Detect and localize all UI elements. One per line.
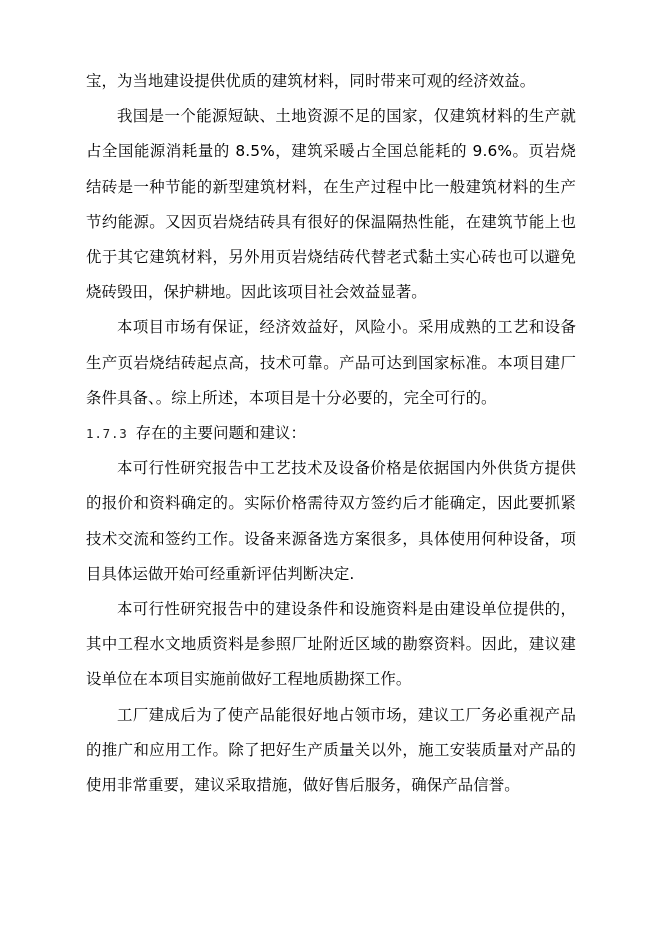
document-body: [86, 64, 576, 803]
paragraph-energy-land: 我国是一个能源短缺、土地资源不足的国家，仅建筑材料的生产就占全国能源消耗量的 8.5%，建筑采暖占全国总能耗的 9.6%。页岩烧结砖是一种节能的新型建筑材料，在生产过程中比一般建筑材料的生产节约能源。又因页岩烧结砖具有很好的保温隔热性能，在建筑节能上也优于其它建筑材料，另外用页岩烧结砖代替老式黏土实心砖也可以避免烧砖毁田，保护耕地。因此该项目社会效益显著。: [86, 107, 576, 302]
section-title: 存在的主要问题和建议：: [135, 424, 307, 443]
paragraph-feasibility-summary: 本项目市场有保证，经济效益好，风险小。采用成熟的工艺和设备生产页岩烧结砖起点高，技术可靠。产品可达到国家标准。本项目建厂条件具备、。综上所述，本项目是十分必要的，完全可行的。: [86, 318, 576, 407]
section-number: 1.7.3: [86, 426, 128, 442]
paragraph-equipment-price: 本可行性研究报告中工艺技术及设备价格是依据国内外供货方提供的报价和资料确定的。实际价格需待双方签约后才能确定，因此要抓紧技术交流和签约工作。设备来源备选方案很多，具体使用何种设备，项目具体运做开始可经重新评估判断决定.: [86, 459, 576, 583]
paragraph-construction-data: 本可行性研究报告中的建设条件和设施资料是由建设单位提供的，其中工程水文地质资料是参照厂址附近区域的勘察资料。因此，建议建设单位在本项目实施前做好工程地质勘探工作。: [86, 600, 576, 689]
paragraph-market-promotion: 工厂建成后为了使产品能很好地占领市场，建议工厂务必重视产品的推广和应用工作。除了把好生产质量关以外，施工安装质量对产品的使用非常重要，建议采取措施，做好售后服务，确保产品信誉。: [86, 705, 576, 795]
section-heading: [86, 416, 576, 451]
paragraph-continuation: 宝，为当地建设提供优质的建筑材料，同时带来可观的经济效益。: [86, 72, 536, 90]
